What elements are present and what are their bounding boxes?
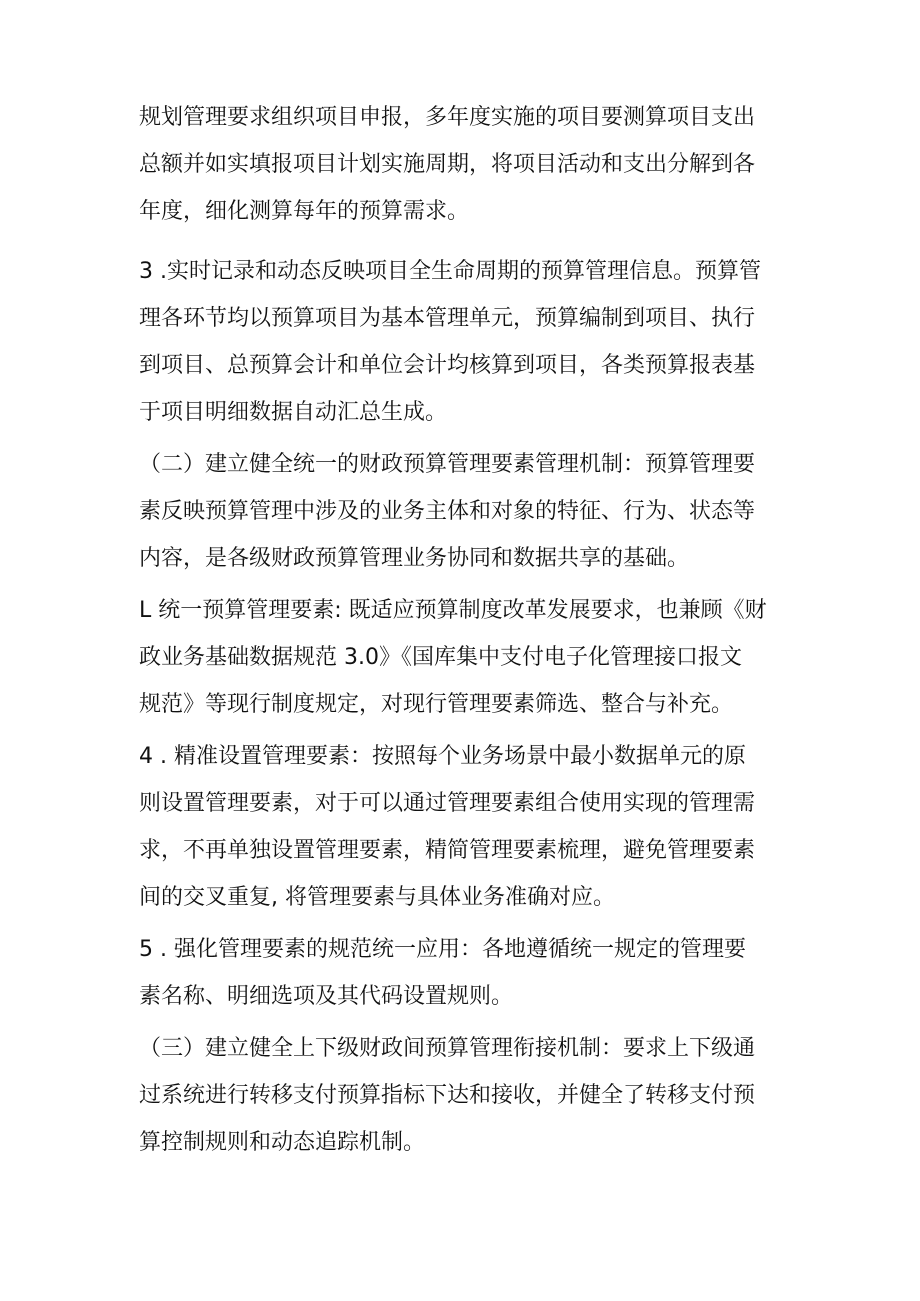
text-line: 到项目、总预算会计和单位会计均核算到项目，各类预算报表基 [139,353,756,378]
document-body [139,94,789,1166]
text-line: 素反映预算管理中涉及的业务主体和对象的特征、行为、状态等 [139,499,756,524]
text-line: （三）建立健全上下级财政间预算管理衔接机制：要求上下级通 [139,1036,756,1061]
text-line: 于项目明细数据自动汇总生成。 [139,400,448,425]
text-line: 总额并如实填报项目计划实施周期，将项目活动和支出分解到各 [139,152,756,177]
text-line: 间的交叉重复, 将管理要素与具体业务准确对应。 [139,885,615,910]
text-line: （二）建立健全统一的财政预算管理要素管理机制：预算管理要 [139,452,756,477]
text-line: L 统一预算管理要素: 既适应预算制度改革发展要求，也兼顾《财 [139,598,767,623]
paragraph-item-3-lifecycle [139,248,789,436]
text-line: 过系统进行转移支付预算指标下达和接收，并健全了转移支付预 [139,1083,756,1108]
paragraph-item-1-unify [139,587,789,728]
text-line: 规范》等现行制度规定，对现行管理要素筛选、整合与补充。 [139,692,734,717]
text-line: 算控制规则和动态追踪机制。 [139,1130,426,1155]
paragraph-section-3-linkage [139,1025,789,1166]
text-line: 规划管理要求组织项目申报，多年度实施的项目要测算项目支出 [139,105,756,130]
text-line: 则设置管理要素，对于可以通过管理要素组合使用实现的管理需 [139,791,756,816]
text-line: 理各环节均以预算项目为基本管理单元，预算编制到项目、执行 [139,306,756,331]
text-line: 素名称、明细选项及其代码设置规则。 [139,984,514,1009]
text-line: 年度，细化测算每年的预算需求。 [139,199,470,224]
text-line: 求，不再单独设置管理要素，精简管理要素梳理，避免管理要素 [139,838,756,863]
text-line: 4 . 精准设置管理要素：按照每个业务场景中最小数据单元的原 [139,744,746,769]
paragraph-item-5-standardize [139,926,789,1020]
text-line: 政业务基础数据规范 3.0》《国库集中支付电子化管理接口报文 [139,645,742,670]
text-line: 3 .实时记录和动态反映项目全生命周期的预算管理信息。预算管 [139,259,761,284]
paragraph-project-reporting [139,94,789,235]
text-line: 5 . 强化管理要素的规范统一应用：各地遵循统一规定的管理要 [139,937,746,962]
paragraph-section-2-elements [139,441,789,582]
paragraph-item-4-precise [139,733,789,921]
text-line: 内容，是各级财政预算管理业务协同和数据共享的基础。 [139,546,690,571]
